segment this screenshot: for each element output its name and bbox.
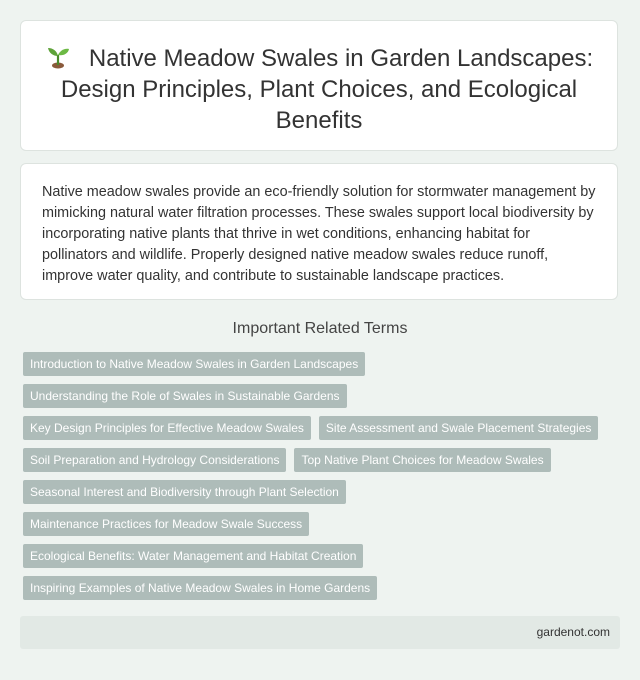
related-term-tag[interactable]: Top Native Plant Choices for Meadow Swales: [294, 448, 550, 472]
site-name[interactable]: gardenot.com: [536, 625, 610, 639]
page-title-text: Native Meadow Swales in Garden Landscapes: Design Principles, Plant Choices, and Ecological Benefits: [60, 45, 594, 134]
intro-text: Native meadow swales provide an eco-friendly solution for stormwater management by mimicking natural water filtration processes. These swales support local biodiversity by incorporating native plants that thrive in wet conditions, enhancing habitat for pollinators and wildlife. Properly designed native meadow swales reduce runoff, improve water quality, and contribute to sustainable landscape practices.: [42, 184, 596, 284]
intro-card: [20, 163, 618, 300]
related-term-tag[interactable]: Soil Preparation and Hydrology Considerations: [23, 448, 286, 472]
related-term-tag[interactable]: Introduction to Native Meadow Swales in Garden Landscapes: [23, 352, 365, 376]
related-terms-heading: Important Related Terms: [232, 320, 408, 337]
related-term-tag[interactable]: Maintenance Practices for Meadow Swale Success: [23, 512, 309, 536]
related-term-tag[interactable]: Understanding the Role of Swales in Sustainable Gardens: [23, 384, 347, 408]
page-title: [21, 21, 617, 136]
footer: [20, 616, 620, 649]
related-term-tag[interactable]: Inspiring Examples of Native Meadow Swales in Home Gardens: [23, 576, 377, 600]
title-card: [20, 20, 618, 151]
related-terms-list: [23, 352, 623, 600]
related-term-tag[interactable]: Site Assessment and Swale Placement Strategies: [319, 416, 598, 440]
related-term-tag[interactable]: Key Design Principles for Effective Meadow Swales: [23, 416, 311, 440]
seedling-icon: [45, 43, 71, 69]
related-term-tag[interactable]: Ecological Benefits: Water Management and Habitat Creation: [23, 544, 363, 568]
related-term-tag[interactable]: Seasonal Interest and Biodiversity through Plant Selection: [23, 480, 346, 504]
